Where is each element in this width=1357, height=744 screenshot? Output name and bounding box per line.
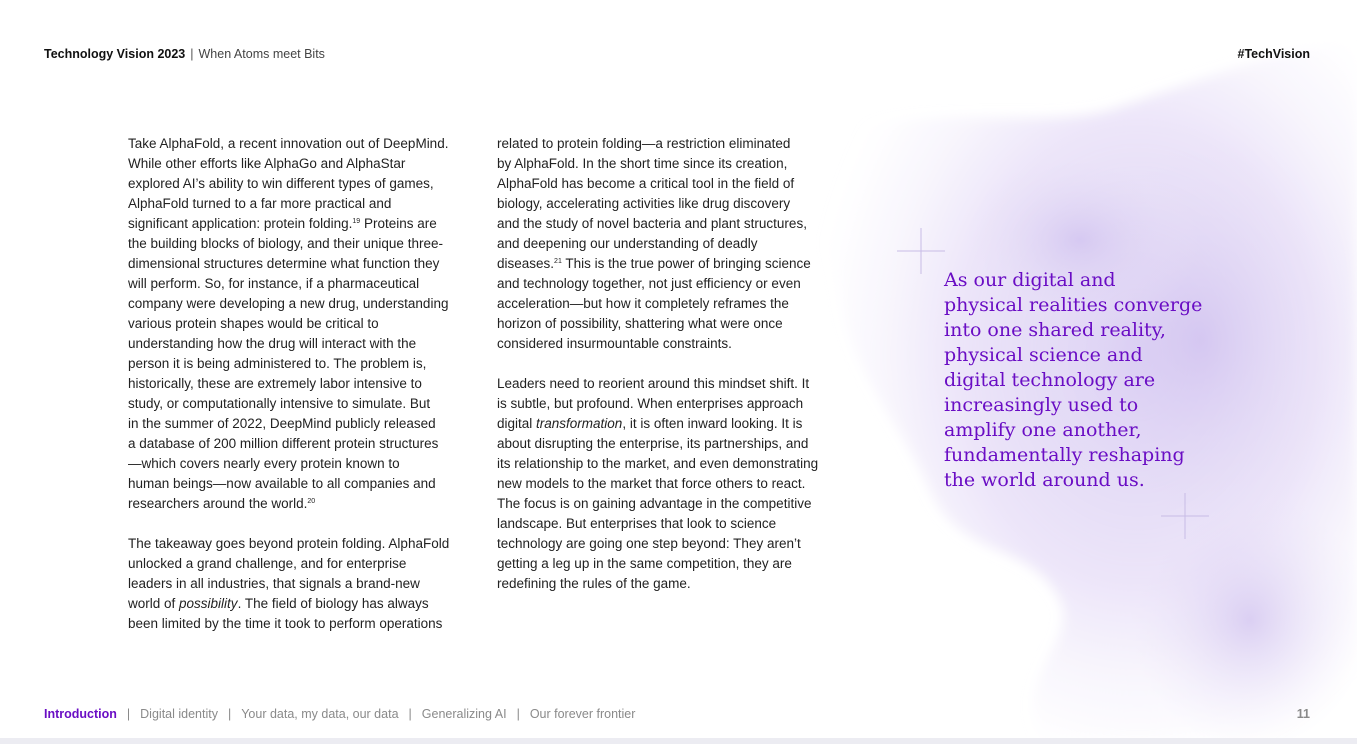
pull-quote-line: into one shared reality, (944, 319, 1166, 341)
report-title: Technology Vision 2023 (44, 47, 186, 61)
text-line (497, 434, 832, 454)
nav-separator: | (516, 707, 520, 721)
text-run: Take AlphaFold, a recent innovation out of DeepMind. (128, 136, 449, 151)
pull-quote-line: physical realities converge (944, 294, 1203, 316)
text-run: biology, accelerating activities like drug discovery (497, 196, 791, 211)
text-run: unlocked a grand challenge, and for enterprise (128, 556, 407, 571)
pull-quote-line: amplify one another, (944, 419, 1142, 441)
hashtag: #TechVision (1237, 47, 1310, 61)
text-run: leaders in all industries, that signals a brand-new (128, 576, 420, 591)
text-line (497, 154, 832, 174)
text-run: study, or computationally intensive to simulate. But (128, 396, 431, 411)
pull-quote-line: physical science and (944, 344, 1143, 366)
nav-link-our-forever-frontier[interactable]: Our forever frontier (529, 707, 636, 721)
text-line (128, 174, 468, 194)
text-run: in the summer of 2022, DeepMind publicly released (128, 416, 436, 431)
text-run: and the study of novel bacteria and plant structures, (497, 216, 807, 231)
text-line (128, 454, 468, 474)
nav-separator: | (126, 707, 131, 721)
text-line (128, 334, 468, 354)
text-line (128, 194, 468, 214)
text-run: diseases. (497, 256, 555, 271)
text-run: its relationship to the market, and even demonstrating (497, 456, 819, 471)
header-separator: | (190, 47, 194, 61)
text-run: company were developing a new drug, understanding (128, 296, 449, 311)
footnote-ref[interactable]: 21 (554, 258, 562, 265)
page-number: 11 (1296, 707, 1310, 721)
text-run: Leaders need to reorient around this mindset shift. It (497, 376, 810, 391)
text-run: and deepening our understanding of deadly (497, 236, 758, 251)
text-run: . The field of biology has always (237, 596, 429, 611)
pull-quote (944, 268, 1214, 493)
bottom-strip (0, 738, 1357, 744)
section-navigation (44, 707, 635, 721)
text-run: is subtle, but profound. When enterprises approach (497, 396, 804, 411)
text-line (128, 394, 468, 414)
text-line (497, 334, 832, 354)
text-line (497, 134, 832, 154)
footnote-ref[interactable]: 20 (307, 498, 316, 505)
plus-ornament-icon (897, 228, 945, 274)
text-line (128, 234, 468, 254)
text-line (497, 514, 832, 534)
text-line (497, 494, 832, 514)
text-run: been limited by the time it took to perform operations (128, 616, 443, 631)
text-line (128, 314, 468, 334)
text-line (128, 274, 468, 294)
text-line (497, 374, 832, 394)
text-line (128, 414, 468, 434)
footnote-ref[interactable]: 19 (352, 218, 361, 225)
text-run: digital (497, 416, 537, 431)
text-line (497, 454, 832, 474)
text-line (128, 594, 468, 614)
text-run: by AlphaFold. In the short time since its creation, (497, 156, 788, 171)
text-run: This is the true power of bringing science (561, 256, 811, 271)
text-line (497, 214, 832, 234)
text-run: —which covers nearly every protein known to (128, 456, 400, 471)
emphasis-text: possibility (179, 596, 238, 611)
nav-separator: | (227, 707, 232, 721)
text-run: redefining the rules of the game. (497, 576, 691, 591)
text-run: historically, these are extremely labor intensive to (128, 376, 422, 391)
text-line (128, 554, 468, 574)
text-line (497, 314, 832, 334)
text-run: Proteins are (360, 216, 437, 231)
text-run: will perform. So, for instance, if a pharmaceutical (128, 276, 420, 291)
page-footer (44, 707, 1310, 723)
text-run: related to protein folding—a restriction eliminated (497, 136, 791, 151)
text-line (128, 534, 468, 554)
text-run: new models to the market that force others to react. (497, 476, 806, 491)
text-line (128, 294, 468, 314)
text-run: horizon of possibility, shattering what were once (497, 316, 783, 331)
text-run: person it is being administered to. The problem is, (128, 356, 427, 371)
text-run: human beings—now available to all companies and (128, 476, 436, 491)
text-line (497, 274, 832, 294)
text-run: explored AI’s ability to win different types of games, (128, 176, 434, 191)
text-line (128, 134, 468, 154)
paragraph-break (128, 514, 468, 534)
emphasis-text: transformation (536, 416, 623, 431)
text-run: technology are going one step beyond: They aren’t (497, 536, 801, 551)
plus-ornament-icon (1161, 493, 1209, 539)
page-header (44, 47, 1310, 63)
text-line (128, 354, 468, 374)
text-run: While other efforts like AlphaGo and AlphaStar (128, 156, 406, 171)
text-line (128, 574, 468, 594)
nav-link-introduction[interactable]: Introduction (44, 707, 117, 721)
text-run: the building blocks of biology, and their unique three- (128, 236, 443, 251)
text-line (128, 494, 468, 514)
text-run: AlphaFold turned to a far more practical and (128, 196, 392, 211)
text-line (497, 554, 832, 574)
text-run: , it is often inward looking. It is (622, 416, 803, 431)
text-run: The focus is on gaining advantage in the competitive (497, 496, 812, 511)
text-line (497, 534, 832, 554)
text-line (497, 414, 832, 434)
text-run: world of (128, 596, 180, 611)
pull-quote-line: increasingly used to (944, 394, 1139, 416)
text-run: considered insurmountable constraints. (497, 336, 732, 351)
body-column-left (128, 134, 468, 634)
text-line (497, 394, 832, 414)
text-line (128, 154, 468, 174)
text-run: AlphaFold has become a critical tool in the field of (497, 176, 795, 191)
report-subtitle: When Atoms meet Bits (198, 47, 325, 61)
nav-link-generalizing-ai[interactable]: Generalizing AI (421, 707, 507, 721)
text-run: about disrupting the enterprise, its partnerships, and (497, 436, 809, 451)
text-line (128, 374, 468, 394)
text-run: understanding how the drug will interact with the (128, 336, 417, 351)
text-run: significant application: protein folding. (128, 216, 353, 231)
header-title-group (44, 47, 325, 61)
pull-quote-line: digital technology are (944, 369, 1156, 391)
body-column-right (497, 134, 832, 594)
text-run: The takeaway goes beyond protein folding. AlphaFold (128, 536, 450, 551)
pull-quote-line: the world around us. (944, 469, 1145, 491)
pull-quote-line: As our digital and (944, 269, 1116, 291)
text-run: landscape. But enterprises that look to science (497, 516, 777, 531)
text-run: getting a leg up in the same competition, they are (497, 556, 792, 571)
text-run: a database of 200 million different protein structures (128, 436, 439, 451)
nav-separator: | (408, 707, 412, 721)
text-run: dimensional structures determine what function they (128, 256, 440, 271)
text-line (497, 234, 832, 254)
text-line (497, 194, 832, 214)
pull-quote-line: fundamentally reshaping (944, 444, 1185, 466)
text-line (497, 294, 832, 314)
text-line (128, 614, 468, 634)
text-run: and technology together, not just efficiency or even (497, 276, 801, 291)
paragraph-break (497, 354, 832, 374)
text-line (497, 174, 832, 194)
text-line (128, 474, 468, 494)
text-run: researchers around the world. (128, 496, 308, 511)
text-line (128, 434, 468, 454)
nav-link-your-data-my-data-our-data[interactable]: Your data, my data, our data (241, 707, 399, 721)
text-run: various protein shapes would be critical to (128, 316, 379, 331)
text-line (497, 574, 832, 594)
text-line (128, 214, 468, 234)
text-run: acceleration—but how it completely reframes the (497, 296, 789, 311)
nav-link-digital-identity[interactable]: Digital identity (140, 707, 218, 721)
text-line (497, 474, 832, 494)
text-line (128, 254, 468, 274)
text-line (497, 254, 832, 274)
